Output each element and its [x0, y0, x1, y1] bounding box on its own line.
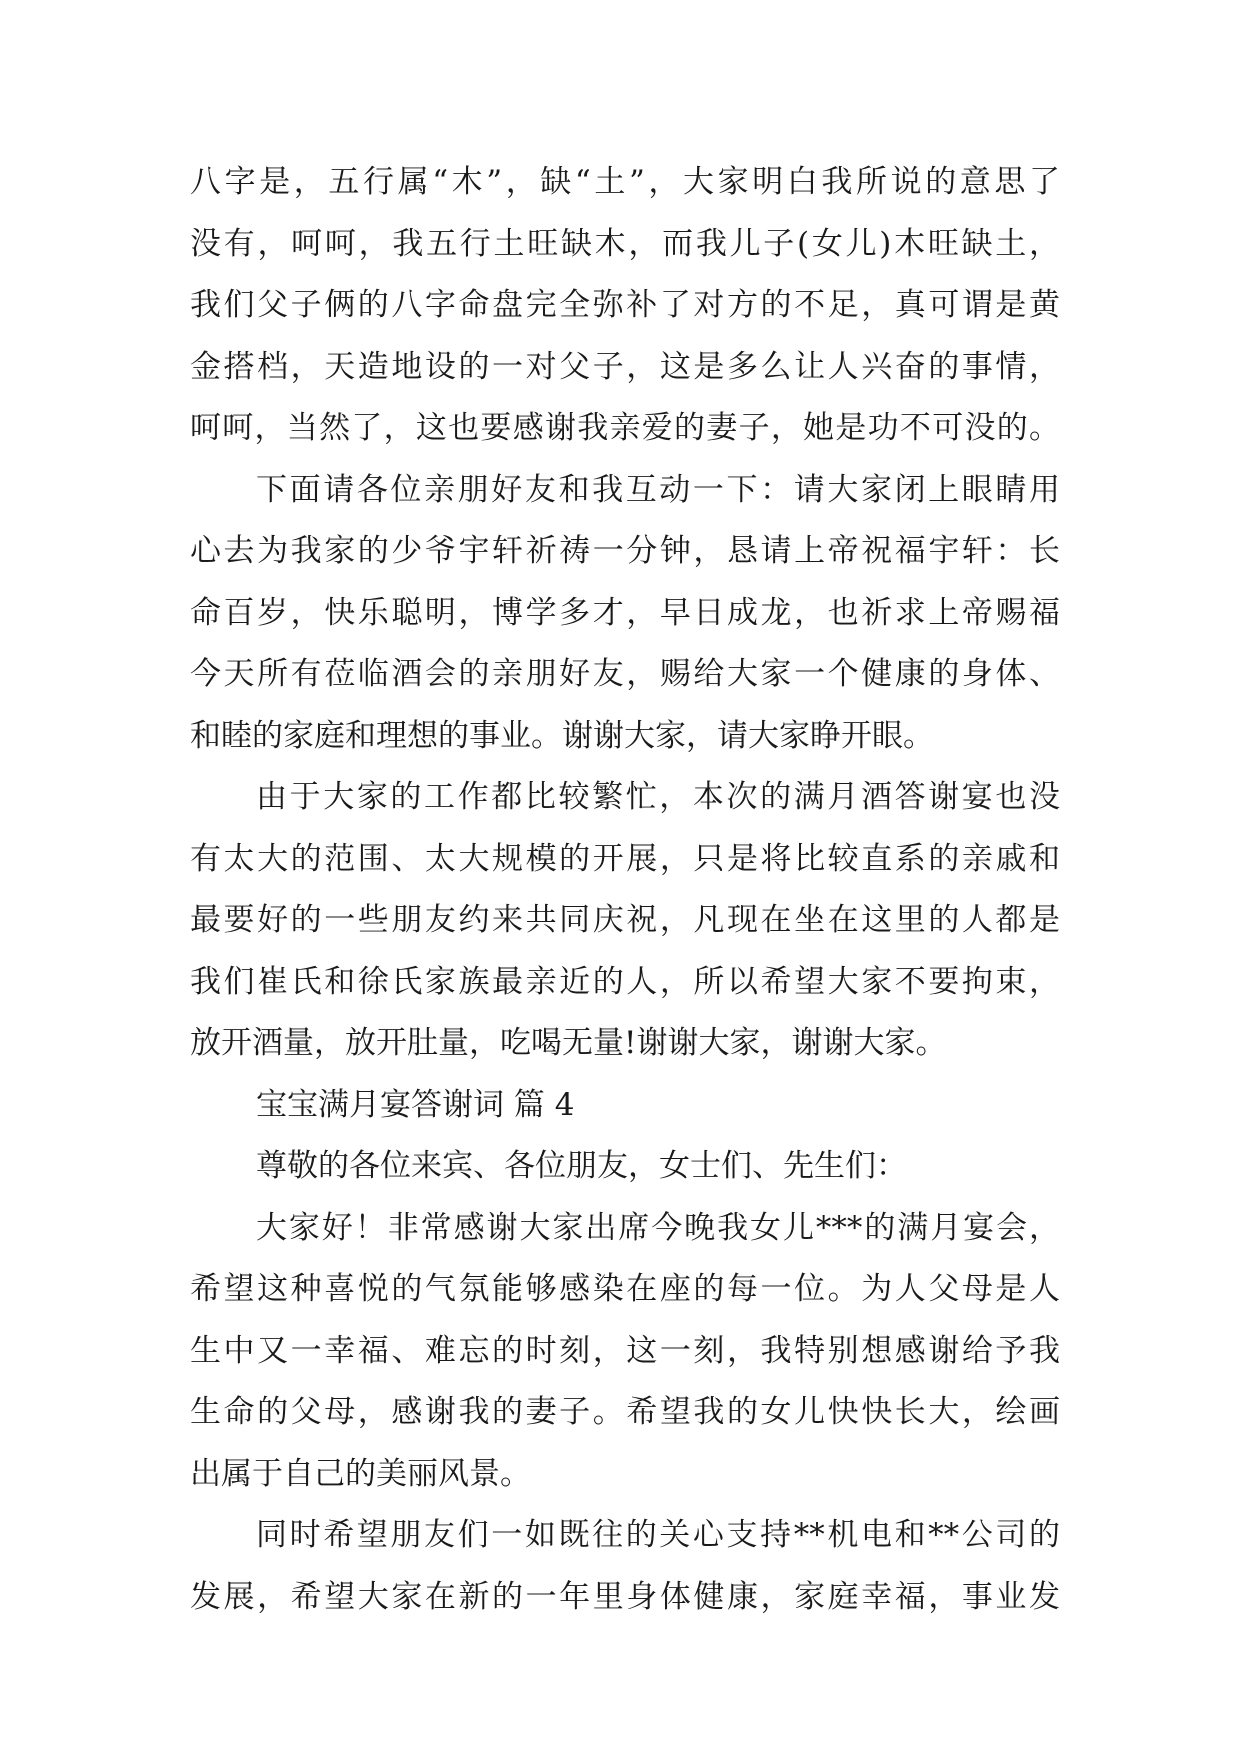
text-line: 由于大家的工作都比较繁忙，本次的满月酒答谢宴也没 — [256, 779, 1060, 815]
text-line: 发展，希望大家在新的一年里身体健康，家庭幸福，事业发 — [190, 1578, 1060, 1615]
text-line: 同时希望朋友们一如既往的关心支持**机电和**公司的 — [256, 1517, 1060, 1553]
salutation: 尊敬的各位来宾、各位朋友，女士们、先生们： — [256, 1148, 907, 1184]
text-line: 没有，呵呵，我五行土旺缺木，而我儿子(女儿)木旺缺土， — [190, 225, 1060, 262]
text-line: 生中又一幸福、难忘的时刻，这一刻，我特别想感谢给予我 — [190, 1332, 1060, 1369]
text-line: 下面请各位亲朋好友和我互动一下：请大家闭上眼睛用 — [256, 471, 1060, 508]
text-line: 命百岁，快乐聪明，博学多才，早日成龙，也祈求上帝赐福 — [190, 594, 1060, 631]
text-line: 和睦的家庭和理想的事业。谢谢大家，请大家睁开眼。 — [190, 717, 934, 754]
document-body — [190, 152, 1060, 1628]
text-line: 出属于自己的美丽风景。 — [190, 1455, 531, 1492]
text-line: 我们父子俩的八字命盘完全弥补了对方的不足，真可谓是黄 — [190, 287, 1060, 323]
text-line: 最要好的一些朋友约来共同庆祝，凡现在坐在这里的人都是 — [190, 902, 1060, 938]
text-line: 今天所有莅临酒会的亲朋好友，赐给大家一个健康的身体、 — [190, 656, 1060, 692]
text-line: 呵呵，当然了，这也要感谢我亲爱的妻子，她是功不可没的。 — [190, 410, 1060, 446]
text-line: 放开酒量，放开肚量，吃喝无量!谢谢大家，谢谢大家。 — [190, 1025, 947, 1061]
text-line: 有太大的范围、太大规模的开展，只是将比较直系的亲戚和 — [190, 840, 1060, 877]
text-line: 希望这种喜悦的气氛能够感染在座的每一位。为人父母是人 — [190, 1271, 1060, 1307]
text-line: 金搭档，天造地设的一对父子，这是多么让人兴奋的事情， — [190, 348, 1060, 385]
text-line: 生命的父母，感谢我的妻子。希望我的女儿快快长大，绘画 — [190, 1394, 1060, 1430]
section-heading: 宝宝满月宴答谢词 篇 4 — [256, 1086, 575, 1123]
text-line: 心去为我家的少爷宇轩祈祷一分钟，恳请上帝祝福宇轩：长 — [190, 533, 1060, 569]
text-line: 大家好！非常感谢大家出席今晚我女儿***的满月宴会， — [256, 1209, 1060, 1246]
text-line: 我们崔氏和徐氏家族最亲近的人，所以希望大家不要拘束， — [190, 963, 1060, 1000]
text-line: 八字是，五行属“木”，缺“土”，大家明白我所说的意思了 — [190, 164, 1060, 200]
